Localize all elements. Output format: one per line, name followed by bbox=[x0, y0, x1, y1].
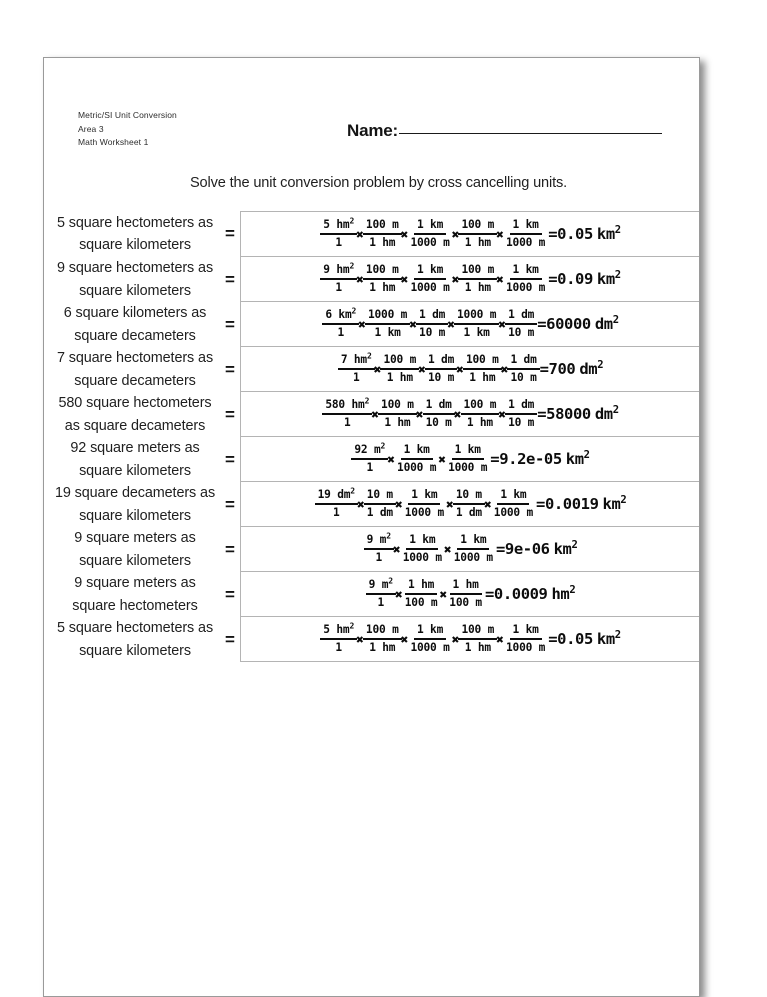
result-exponent: 2 bbox=[569, 583, 576, 596]
conversion-expression bbox=[322, 308, 618, 340]
conversion-result bbox=[536, 495, 626, 513]
problem-work-cell[interactable] bbox=[240, 211, 700, 257]
multiply-icon: ✖ bbox=[409, 317, 418, 333]
equals-sign: = bbox=[225, 359, 235, 379]
problem-row bbox=[44, 437, 700, 482]
conversion-fraction bbox=[363, 623, 402, 655]
exponent: 2 bbox=[349, 621, 355, 631]
result-exponent: 2 bbox=[614, 223, 621, 236]
result-value: =9e-06 bbox=[495, 540, 550, 558]
problem-prompt-text: 6 square kilometers as square decameters bbox=[63, 305, 207, 344]
conversion-fraction bbox=[320, 218, 357, 250]
conversion-result bbox=[537, 315, 618, 333]
fraction-numerator: 6 $km^2$ bbox=[322, 308, 359, 325]
fraction-denominator: 1 bbox=[335, 641, 342, 654]
fraction-denominator: 1 bbox=[335, 281, 342, 294]
multiply-icon: ✖ bbox=[447, 317, 456, 333]
result-unit: $dm^2$ bbox=[594, 403, 619, 423]
conversion-fraction bbox=[446, 578, 485, 610]
multiply-icon: ✖ bbox=[443, 542, 452, 558]
fraction-numerator: 100 m bbox=[378, 398, 417, 415]
problem-prompt-text: 7 square hectometers as square decameters bbox=[56, 350, 214, 389]
problem-row bbox=[44, 347, 700, 392]
fraction-numerator: 1 km bbox=[452, 443, 484, 460]
problem-list bbox=[44, 211, 700, 662]
fraction-numerator: 5 $hm^2$ bbox=[320, 218, 357, 235]
result-value: =0.09 bbox=[548, 270, 593, 288]
result-unit: $km^2$ bbox=[596, 628, 621, 648]
result-value: =0.0009 bbox=[484, 585, 548, 603]
fraction-denominator: 1 hm bbox=[369, 236, 396, 249]
conversion-expression bbox=[364, 533, 578, 565]
problem-prompt-cell bbox=[44, 572, 220, 617]
result-value: =0.05 bbox=[548, 225, 593, 243]
fraction-numerator: 1 km bbox=[401, 443, 433, 460]
fraction-numerator: 1 hm bbox=[450, 578, 482, 595]
equals-sign: = bbox=[225, 494, 235, 514]
fraction-denominator: 1000 m bbox=[453, 551, 493, 564]
fraction-numerator: 1 dm bbox=[416, 308, 448, 325]
problem-prompt-cell bbox=[44, 302, 220, 347]
conversion-expression bbox=[351, 443, 589, 475]
result-unit: $km^2$ bbox=[596, 268, 621, 288]
multiply-icon: ✖ bbox=[400, 227, 409, 243]
conversion-fraction bbox=[380, 353, 419, 385]
problem-row bbox=[44, 302, 700, 347]
fraction-denominator: 10 m bbox=[508, 416, 535, 429]
worksheet-header bbox=[78, 109, 177, 150]
conversion-result bbox=[548, 630, 621, 648]
result-exponent: 2 bbox=[620, 493, 627, 506]
problem-work-cell[interactable] bbox=[240, 257, 700, 302]
conversion-fraction bbox=[365, 308, 410, 340]
fraction-denominator: 1 bbox=[344, 416, 351, 429]
conversion-result bbox=[490, 450, 589, 468]
problem-prompt-cell bbox=[44, 437, 220, 482]
fraction-denominator: 1 hm bbox=[369, 641, 396, 654]
fraction-denominator: 1000 m bbox=[506, 641, 546, 654]
name-field bbox=[347, 121, 662, 141]
conversion-fraction bbox=[364, 533, 394, 565]
fraction-numerator: 100 m bbox=[380, 353, 419, 370]
fraction-numerator: 100 m bbox=[458, 218, 497, 235]
result-exponent: 2 bbox=[583, 448, 590, 461]
conversion-expression bbox=[320, 218, 620, 250]
result-exponent: 2 bbox=[614, 628, 621, 641]
conversion-expression bbox=[320, 623, 620, 655]
conversion-fraction bbox=[416, 308, 448, 340]
conversion-fraction bbox=[364, 488, 396, 520]
conversion-fraction bbox=[400, 533, 445, 565]
result-value: =0.05 bbox=[548, 630, 593, 648]
fraction-denominator: 100 m bbox=[404, 596, 438, 609]
fraction-numerator: 100 m bbox=[458, 263, 497, 280]
multiply-icon: ✖ bbox=[400, 272, 409, 288]
fraction-denominator: 1 dm bbox=[455, 506, 482, 519]
fraction-denominator: 1 hm bbox=[469, 371, 496, 384]
fraction-denominator: 1 km bbox=[374, 326, 401, 339]
conversion-result bbox=[496, 540, 577, 558]
fraction-numerator: 1 km bbox=[497, 488, 529, 505]
problem-prompt-text: 9 square hectometers as square kilometers bbox=[56, 260, 214, 299]
fraction-denominator: 1 bbox=[377, 596, 385, 609]
conversion-fraction bbox=[463, 353, 502, 385]
conversion-result bbox=[537, 405, 618, 423]
conversion-fraction bbox=[351, 443, 388, 475]
multiply-icon: ✖ bbox=[394, 587, 403, 603]
fraction-numerator: 1 dm bbox=[423, 398, 455, 415]
exponent: 2 bbox=[364, 396, 370, 406]
problem-prompt-cell bbox=[44, 527, 220, 572]
conversion-fraction bbox=[461, 398, 500, 430]
multiply-icon: ✖ bbox=[418, 362, 426, 378]
fraction-denominator: 1 bbox=[333, 506, 340, 519]
conversion-fraction bbox=[366, 578, 396, 610]
fraction-numerator: 9 $m^2$ bbox=[366, 578, 396, 595]
result-value: =9.2e-05 bbox=[490, 450, 562, 468]
multiply-icon: ✖ bbox=[496, 632, 504, 648]
fraction-denominator: 100 m bbox=[449, 596, 482, 609]
problem-work-cell[interactable] bbox=[240, 482, 700, 527]
problem-row bbox=[44, 527, 700, 572]
multiply-icon: ✖ bbox=[439, 587, 448, 603]
fraction-numerator: 1 km bbox=[406, 533, 438, 550]
conversion-fraction bbox=[402, 488, 447, 520]
result-unit: $km^2$ bbox=[553, 538, 578, 558]
problem-work-cell[interactable] bbox=[240, 302, 700, 347]
fraction-denominator: 1 hm bbox=[369, 281, 396, 294]
fraction-numerator: 1 km bbox=[510, 623, 542, 640]
problem-prompt-cell bbox=[44, 617, 220, 662]
equals-sign: = bbox=[225, 584, 235, 604]
fraction-numerator: 100 m bbox=[458, 623, 497, 640]
fraction-denominator: 1000 m bbox=[506, 236, 546, 249]
fraction-numerator: 100 m bbox=[363, 218, 402, 235]
fraction-numerator: 10 m bbox=[453, 488, 485, 505]
result-unit: $km^2$ bbox=[596, 223, 621, 243]
multiply-icon: ✖ bbox=[451, 272, 460, 288]
problem-work-cell[interactable] bbox=[240, 572, 700, 617]
problem-work-cell[interactable] bbox=[240, 527, 700, 572]
fraction-numerator: 100 m bbox=[363, 623, 402, 640]
result-value: =60000 bbox=[537, 315, 591, 333]
equals-sign: = bbox=[225, 269, 235, 289]
problem-prompt-cell bbox=[44, 482, 220, 527]
result-unit: $dm^2$ bbox=[579, 358, 604, 378]
problem-prompt-cell bbox=[44, 347, 220, 392]
fraction-numerator: 9 $m^2$ bbox=[364, 533, 394, 550]
multiply-icon: ✖ bbox=[498, 407, 507, 423]
conversion-fraction bbox=[458, 218, 497, 250]
conversion-fraction bbox=[491, 488, 536, 520]
fraction-denominator: 1 dm bbox=[366, 506, 393, 519]
fraction-denominator: 10 m bbox=[508, 326, 535, 339]
result-unit: $km^2$ bbox=[602, 493, 627, 513]
result-exponent: 2 bbox=[612, 403, 619, 416]
multiply-icon: ✖ bbox=[438, 452, 447, 468]
fraction-numerator: 1 km bbox=[457, 533, 489, 550]
fraction-numerator: 100 m bbox=[363, 263, 402, 280]
multiply-icon: ✖ bbox=[356, 227, 364, 243]
fraction-numerator: 1 km bbox=[414, 218, 446, 235]
fraction-numerator: 100 m bbox=[461, 398, 500, 415]
fraction-denominator: 10 m bbox=[427, 371, 455, 384]
multiply-icon: ✖ bbox=[373, 362, 382, 378]
conversion-fraction bbox=[407, 218, 452, 250]
fraction-numerator: 92 $m^2$ bbox=[351, 443, 388, 460]
equals-sign: = bbox=[225, 629, 235, 649]
fraction-numerator: 1000 m bbox=[365, 308, 410, 325]
worksheet-page bbox=[43, 57, 700, 997]
multiply-icon: ✖ bbox=[445, 497, 454, 513]
multiply-icon: ✖ bbox=[456, 362, 464, 378]
fraction-numerator: 580 $hm^2$ bbox=[322, 398, 372, 415]
conversion-fraction bbox=[503, 263, 548, 295]
multiply-icon: ✖ bbox=[394, 497, 403, 513]
conversion-expression bbox=[322, 398, 618, 430]
fraction-denominator: 1 hm bbox=[464, 236, 491, 249]
problem-work-cell[interactable] bbox=[240, 617, 700, 662]
conversion-fraction bbox=[458, 263, 497, 295]
conversion-fraction bbox=[507, 353, 539, 385]
fraction-numerator: 5 $hm^2$ bbox=[320, 623, 357, 640]
conversion-expression bbox=[315, 488, 627, 520]
result-exponent: 2 bbox=[571, 538, 578, 551]
conversion-result bbox=[540, 360, 604, 378]
conversion-fraction bbox=[363, 218, 402, 250]
multiply-icon: ✖ bbox=[415, 407, 424, 423]
equals-sign: = bbox=[225, 449, 235, 469]
problem-prompt-text: 9 square meters as square hectometers bbox=[72, 575, 198, 614]
fraction-numerator: 1 km bbox=[414, 623, 446, 640]
fraction-denominator: 1 bbox=[366, 461, 374, 474]
problem-prompt-text: 5 square hectometers as square kilometers bbox=[56, 620, 214, 659]
exponent: 2 bbox=[366, 351, 372, 361]
problem-prompt-cell bbox=[44, 211, 220, 257]
multiply-icon: ✖ bbox=[356, 632, 364, 648]
problem-row bbox=[44, 572, 700, 617]
result-unit: $hm^2$ bbox=[551, 583, 576, 603]
result-exponent: 2 bbox=[614, 268, 621, 281]
fraction-denominator: 10 m bbox=[419, 326, 446, 339]
fraction-denominator: 1 km bbox=[463, 326, 490, 339]
conversion-fraction bbox=[363, 263, 402, 295]
fraction-numerator: 1 km bbox=[510, 218, 542, 235]
fraction-numerator: 1 dm bbox=[505, 398, 537, 415]
multiply-icon: ✖ bbox=[400, 632, 409, 648]
fraction-denominator: 1 hm bbox=[384, 416, 411, 429]
conversion-fraction bbox=[322, 308, 359, 340]
problem-prompt-cell bbox=[44, 392, 220, 437]
multiply-icon: ✖ bbox=[483, 497, 492, 513]
fraction-numerator: 1 km bbox=[414, 263, 446, 280]
header-topic: Area 3 bbox=[78, 123, 104, 134]
result-value: =700 bbox=[539, 360, 576, 378]
problem-work-cell[interactable] bbox=[240, 437, 700, 482]
conversion-expression bbox=[338, 353, 603, 385]
fraction-numerator: 7 $hm^2$ bbox=[338, 353, 375, 370]
fraction-denominator: 1000 m bbox=[410, 641, 450, 654]
conversion-fraction bbox=[322, 398, 372, 430]
fraction-denominator: 10 m bbox=[425, 416, 452, 429]
conversion-fraction bbox=[445, 443, 490, 475]
multiply-icon: ✖ bbox=[371, 407, 380, 423]
exponent: 2 bbox=[349, 261, 355, 271]
fraction-denominator: 1000 m bbox=[402, 551, 442, 564]
conversion-fraction bbox=[454, 308, 499, 340]
conversion-fraction bbox=[315, 488, 358, 520]
equals-sign: = bbox=[225, 224, 235, 243]
problem-row bbox=[44, 617, 700, 662]
conversion-expression bbox=[366, 578, 576, 610]
fraction-numerator: 1 dm bbox=[507, 353, 539, 370]
equals-sign: = bbox=[225, 314, 235, 334]
conversion-fraction bbox=[338, 353, 375, 385]
fraction-numerator: 1 dm bbox=[425, 353, 457, 370]
name-label: Name: bbox=[347, 121, 398, 140]
fraction-denominator: 10 m bbox=[510, 371, 537, 384]
problem-row bbox=[44, 482, 700, 527]
problem-work-cell[interactable] bbox=[240, 392, 700, 437]
conversion-fraction bbox=[423, 398, 455, 430]
conversion-fraction bbox=[503, 623, 548, 655]
multiply-icon: ✖ bbox=[387, 452, 396, 468]
problem-prompt-text: 580 square hectometers as square decameters bbox=[58, 395, 212, 434]
multiply-icon: ✖ bbox=[453, 407, 462, 423]
conversion-fraction bbox=[402, 578, 441, 610]
multiply-icon: ✖ bbox=[496, 227, 504, 243]
problem-row bbox=[44, 392, 700, 437]
multiply-icon: ✖ bbox=[392, 542, 401, 558]
name-input-line[interactable] bbox=[399, 133, 662, 134]
conversion-result bbox=[548, 225, 621, 243]
fraction-denominator: 1 hm bbox=[464, 281, 491, 294]
fraction-denominator: 1000 m bbox=[506, 281, 546, 294]
equals-sign: = bbox=[225, 539, 235, 559]
problem-prompt-text: 9 square meters as square kilometers bbox=[74, 530, 196, 569]
result-value: =0.0019 bbox=[536, 495, 599, 513]
problem-prompt-cell bbox=[44, 257, 220, 302]
conversion-fraction bbox=[320, 623, 357, 655]
exponent: 2 bbox=[386, 531, 391, 541]
exponent: 2 bbox=[350, 486, 355, 496]
conversion-result bbox=[485, 585, 575, 603]
conversion-fraction bbox=[451, 533, 496, 565]
fraction-denominator: 1 hm bbox=[464, 641, 491, 654]
fraction-denominator: 1000 m bbox=[404, 506, 444, 519]
multiply-icon: ✖ bbox=[356, 497, 365, 513]
fraction-denominator: 1 bbox=[352, 371, 360, 384]
result-unit: $km^2$ bbox=[565, 448, 590, 468]
fraction-numerator: 9 $hm^2$ bbox=[320, 263, 357, 280]
conversion-fraction bbox=[394, 443, 439, 475]
fraction-denominator: 1000 m bbox=[397, 461, 437, 474]
conversion-fraction bbox=[407, 263, 452, 295]
result-value: =58000 bbox=[537, 405, 591, 423]
fraction-denominator: 1000 m bbox=[410, 281, 450, 294]
problem-row bbox=[44, 257, 700, 302]
conversion-fraction bbox=[453, 488, 485, 520]
header-subject: Metric/SI Unit Conversion bbox=[78, 110, 177, 120]
exponent: 2 bbox=[351, 306, 357, 316]
result-unit: $dm^2$ bbox=[594, 313, 619, 333]
multiply-icon: ✖ bbox=[496, 272, 504, 288]
fraction-denominator: 1000 m bbox=[448, 461, 488, 474]
fraction-denominator: 1 hm bbox=[386, 371, 413, 384]
fraction-numerator: 1 dm bbox=[505, 308, 537, 325]
conversion-result bbox=[548, 270, 621, 288]
conversion-fraction bbox=[378, 398, 417, 430]
fraction-denominator: 1 bbox=[335, 236, 342, 249]
multiply-icon: ✖ bbox=[451, 632, 460, 648]
fraction-numerator: 100 m bbox=[463, 353, 502, 370]
fraction-denominator: 1000 m bbox=[493, 506, 534, 519]
fraction-numerator: 19 $dm^2$ bbox=[315, 488, 358, 505]
fraction-numerator: 1 km bbox=[510, 263, 542, 280]
fraction-denominator: 1 hm bbox=[466, 416, 493, 429]
result-exponent: 2 bbox=[612, 313, 619, 326]
conversion-fraction bbox=[320, 263, 357, 295]
conversion-fraction bbox=[505, 398, 537, 430]
fraction-denominator: 1 bbox=[337, 326, 345, 339]
fraction-numerator: 1000 m bbox=[454, 308, 499, 325]
result-exponent: 2 bbox=[597, 358, 604, 371]
header-worksheet-number: Math Worksheet 1 bbox=[78, 137, 149, 147]
fraction-denominator: 1 bbox=[375, 551, 383, 564]
exponent: 2 bbox=[388, 576, 393, 586]
multiply-icon: ✖ bbox=[498, 317, 507, 333]
multiply-icon: ✖ bbox=[356, 272, 364, 288]
problem-prompt-text: 19 square decameters as square kilometers bbox=[54, 485, 216, 524]
conversion-fraction bbox=[503, 218, 548, 250]
multiply-icon: ✖ bbox=[451, 227, 460, 243]
instruction-text: Solve the unit conversion problem by cross cancelling units. bbox=[189, 175, 568, 191]
multiply-icon: ✖ bbox=[358, 317, 366, 333]
exponent: 2 bbox=[349, 216, 355, 226]
fraction-denominator: 1000 m bbox=[410, 236, 450, 249]
fraction-numerator: 10 m bbox=[364, 488, 396, 505]
exponent: 2 bbox=[380, 441, 386, 451]
conversion-fraction bbox=[425, 353, 457, 385]
problem-prompt-text: 5 square hectometers as square kilometers bbox=[56, 214, 214, 253]
conversion-fraction bbox=[505, 308, 537, 340]
conversion-fraction bbox=[407, 623, 452, 655]
multiply-icon: ✖ bbox=[500, 362, 509, 378]
equals-sign: = bbox=[225, 404, 235, 424]
fraction-numerator: 1 hm bbox=[405, 578, 437, 595]
conversion-fraction bbox=[458, 623, 497, 655]
conversion-expression bbox=[320, 263, 620, 295]
problem-prompt-text: 92 square meters as square kilometers bbox=[70, 440, 200, 479]
fraction-numerator: 1 km bbox=[408, 488, 440, 505]
problem-work-cell[interactable] bbox=[240, 347, 700, 392]
problem-row bbox=[44, 211, 700, 257]
